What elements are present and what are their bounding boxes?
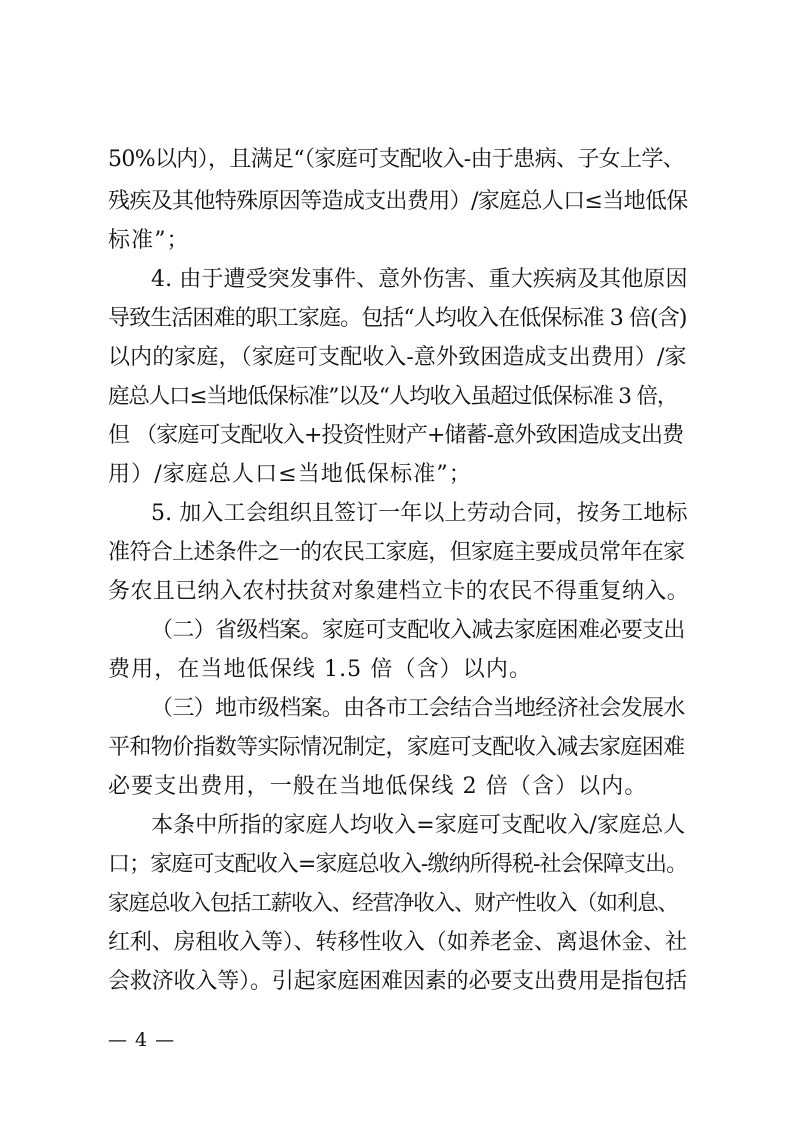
text-line: 会救济收入等）。引起家庭困难因素的必要支出费用是指包括 xyxy=(108,969,687,994)
text-line: 务农且已纳入农村扶贫对象建档立卡的农民不得重复纳入。 xyxy=(108,579,690,604)
text-line: 准符合上述条件之一的农民工家庭，但家庭主要成员常年在家 xyxy=(108,540,685,565)
text-line: 但 （家庭可支配收入+投资性财产+储蓄-意外致困造成支出费 xyxy=(108,423,684,448)
text-line: 残疾及其他特殊原因等造成支出费用）/家庭总人口≤当地低保 xyxy=(108,189,688,214)
text-line: 导致生活困难的职工家庭。包括“人均收入在低保标准 3 倍(含) xyxy=(108,306,687,331)
text-line: 口；家庭可支配收入=家庭总收入-缴纳所得税-社会保障支出。 xyxy=(108,852,688,877)
text-line: 用）/家庭总人口≤当地低保标准”； xyxy=(108,462,472,487)
text-line: （二）省级档案。家庭可支配收入减去家庭困难必要支出 xyxy=(151,618,685,643)
text-line: 红利、房租收入等）、转移性收入（如养老金、离退休金、社 xyxy=(108,930,687,955)
page-number: — 4 — xyxy=(108,1029,176,1051)
text-line: 5. 加入工会组织且签订一年以上劳动合同，按务工地标 xyxy=(151,501,688,526)
text-line: 费用，在当地低保线 1.5 倍（含）以内。 xyxy=(108,657,533,682)
text-line: 以内的家庭，（家庭可支配收入-意外致困造成支出费用）/家 xyxy=(108,345,687,370)
text-line: 庭总人口≤当地低保标准”以及“人均收入虽超过低保标准 3 倍， xyxy=(108,384,678,409)
text-line: 本条中所指的家庭人均收入=家庭可支配收入/家庭总人 xyxy=(151,813,686,838)
text-line: 家庭总收入包括工薪收入、经营净收入、财产性收入（如利息、 xyxy=(108,891,678,916)
text-line: 4. 由于遭受突发事件、意外伤害、重大疾病及其他原因 xyxy=(151,267,688,292)
text-line: 必要支出费用，一般在当地低保线 2 倍（含）以内。 xyxy=(108,774,648,799)
text-line: 标准”； xyxy=(108,228,190,253)
text-line: 50%以内），且满足“（家庭可支配收入-由于患病、子女上学、 xyxy=(108,147,685,172)
text-line: （三）地市级档案。由各市工会结合当地经济社会发展水 xyxy=(151,696,685,721)
text-line: 平和物价指数等实际情况制定，家庭可支配收入减去家庭困难 xyxy=(108,735,685,760)
